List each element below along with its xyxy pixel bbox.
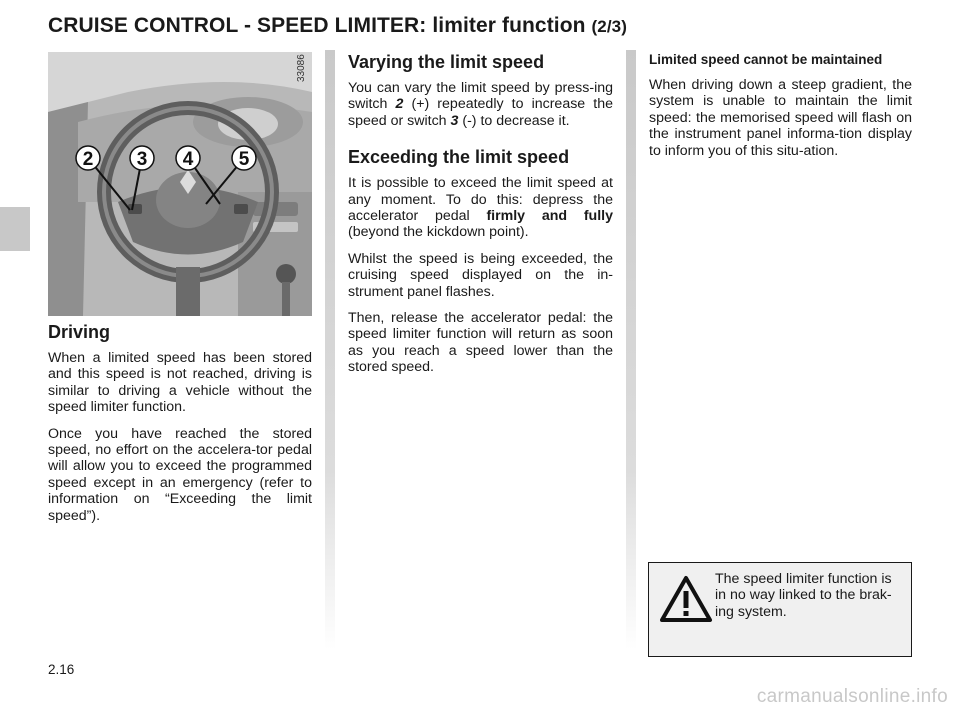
steering-wheel-photo <box>48 52 312 316</box>
varying-heading: Varying the limit speed <box>348 52 545 72</box>
callout-5 <box>232 146 256 170</box>
exceeding-heading: Exceeding the limit speed <box>348 147 570 168</box>
svg-text:5: 5 <box>238 149 250 170</box>
svg-text:2: 2 <box>82 149 94 170</box>
driving-section <box>48 322 312 534</box>
column-divider <box>325 50 335 650</box>
callout-4 <box>176 146 200 170</box>
switch-minus-ref: 3 <box>450 112 459 129</box>
section-tab <box>0 207 30 251</box>
warning-text: The speed limiter function is in no way linked to the brak-ing system. <box>715 571 892 620</box>
limit-speed-section <box>348 52 613 386</box>
warning-box <box>648 562 912 657</box>
warning-triangle-icon <box>659 575 713 623</box>
driving-paragraph-1: When a limited speed has been stored and this speed is not reached, driving is similar to driving a vehicle without the speed limiter function. <box>48 350 312 416</box>
page-title <box>48 14 627 38</box>
svg-text:4: 4 <box>182 149 194 170</box>
exceeding-paragraph-3: Then, release the accelerator pedal: the speed limiter function will return as soon as you reach a speed lower than the stored speed. <box>348 310 613 376</box>
column-divider <box>626 50 636 650</box>
watermark: carmanualsonline.info <box>756 686 948 707</box>
exceeding-paragraph-2: Whilst the speed is being exceeded, the cruising speed displayed on the in-strument panel flashes. <box>348 250 613 300</box>
page-title-text: CRUISE CONTROL - SPEED LIMITER: limiter function <box>48 14 586 37</box>
svg-text:3: 3 <box>136 149 148 170</box>
page-number: 2.16 <box>48 662 75 677</box>
driving-paragraph-2: Once you have reached the stored speed, no effort on the accelera-tor pedal will allow you to exceed the programmed speed except in an emergency (refer to information on “Exceeding the limit speed”). <box>48 425 312 524</box>
callout-2 <box>76 146 100 170</box>
page-title-suffix: (2/3) <box>591 17 627 36</box>
emphasis-firmly-fully: firmly and fully <box>486 208 613 225</box>
switch-plus-ref: 2 <box>395 96 404 113</box>
cannot-maintain-paragraph: When driving down a steep gradient, the system is unable to maintain the limit speed: the memorised speed will flash on the instrument panel informa-tion display to inform you of this situ-ation. <box>649 77 912 159</box>
cannot-maintain-section <box>649 52 912 169</box>
varying-paragraph: You can vary the limit speed by press-ing switch 2 (+) repeatedly to increase the speed or switch 3 (-) to decrease it. <box>348 80 614 129</box>
callout-3 <box>130 146 154 170</box>
figure-ref-code: 33086 <box>296 54 307 82</box>
cannot-maintain-heading: Limited speed cannot be maintained <box>649 52 883 67</box>
exceeding-paragraph-1: It is possible to exceed the limit speed at any moment. To do this: depress the accelerator pedal firmly and fully (beyond the kickdown point). <box>348 175 613 241</box>
driving-heading: Driving <box>48 322 111 342</box>
